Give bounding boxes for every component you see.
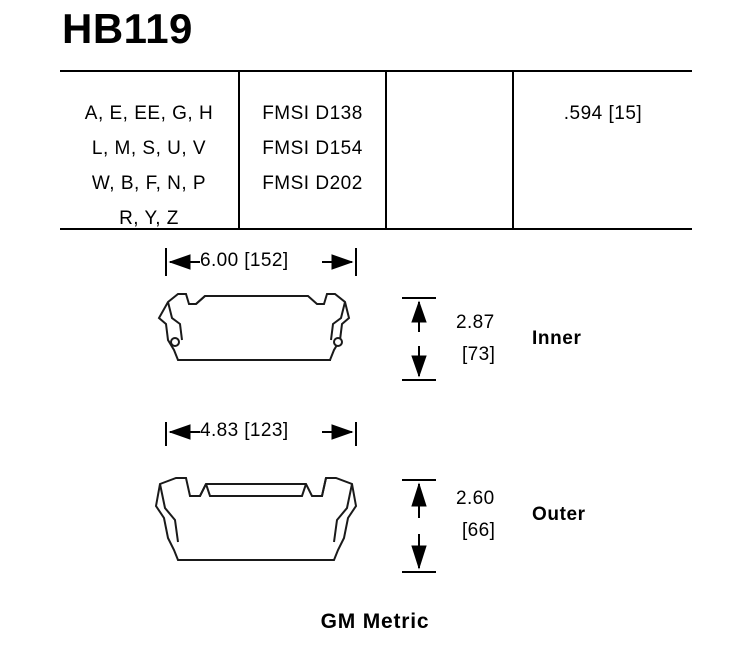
outer-pad-drawing xyxy=(0,422,750,632)
outer-width-label: 4.83 [123] xyxy=(200,420,289,441)
table-divider-vertical-3 xyxy=(512,70,514,228)
outer-height-mm-label: [66] xyxy=(462,520,496,541)
compound-row: A, E, EE, G, H xyxy=(84,103,214,124)
thickness-row: .594 [15] xyxy=(563,103,643,124)
inner-side-label: Inner xyxy=(532,328,582,349)
fmsi-row: FMSI D138 xyxy=(262,103,363,124)
drawing-area xyxy=(0,232,750,648)
inner-height-mm-label: [73] xyxy=(462,344,496,365)
inner-pad-outline xyxy=(159,294,349,360)
table-divider-vertical-2 xyxy=(385,70,387,228)
inner-pad-drawing xyxy=(0,232,750,432)
thickness-column xyxy=(514,96,692,131)
page-title: HB119 xyxy=(62,5,193,52)
compound-row: R, Y, Z xyxy=(119,208,179,229)
fmsi-column xyxy=(240,96,385,201)
inner-height-dimension xyxy=(402,298,436,380)
table-divider-top xyxy=(60,70,692,72)
compound-row: L, M, S, U, V xyxy=(91,138,207,159)
outer-side-label: Outer xyxy=(532,504,586,525)
outer-height-dimension xyxy=(402,480,436,572)
compound-row: W, B, F, N, P xyxy=(91,173,207,194)
fmsi-row: FMSI D154 xyxy=(262,138,363,159)
application-label: GM Metric xyxy=(320,610,430,633)
inner-height-inches-label: 2.87 xyxy=(456,312,495,333)
inner-width-label: 6.00 [152] xyxy=(200,250,289,271)
fmsi-row: FMSI D202 xyxy=(262,173,363,194)
outer-height-inches-label: 2.60 xyxy=(456,488,495,509)
outer-pad-outline xyxy=(156,478,356,560)
compound-codes-column xyxy=(60,96,238,236)
